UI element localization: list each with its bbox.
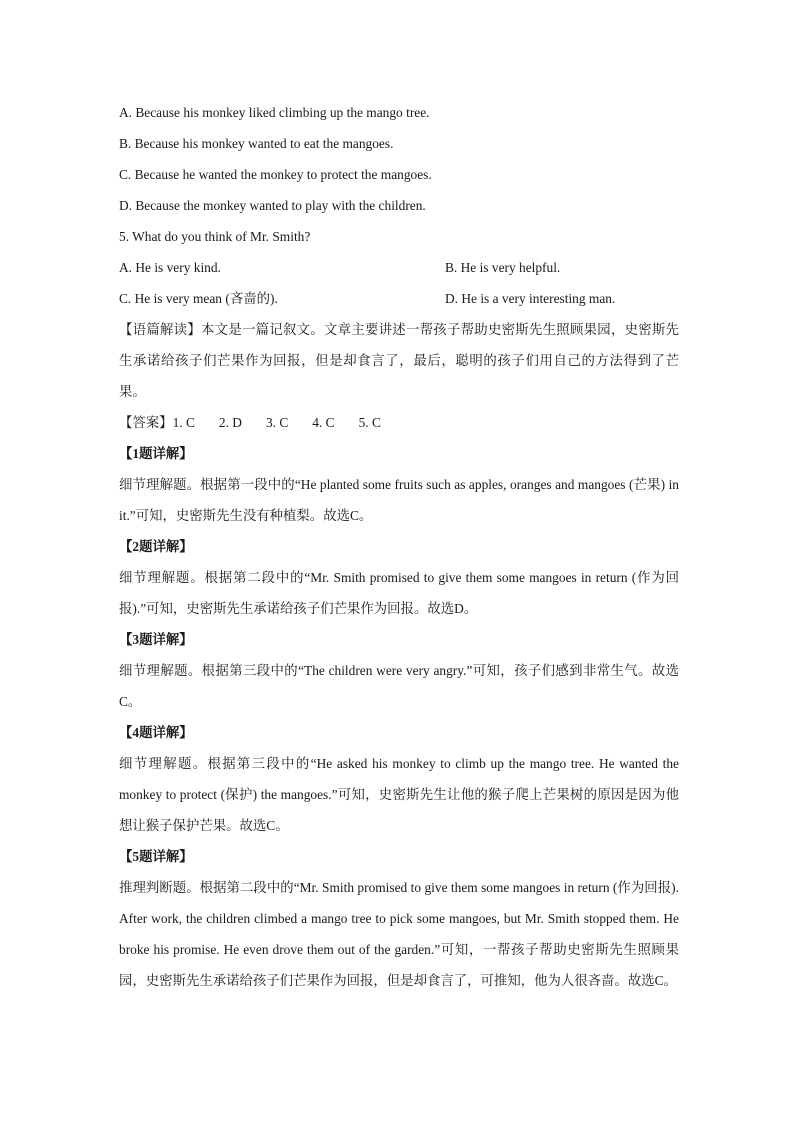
passage-analysis xyxy=(119,314,679,407)
q5-stem: 5. What do you think of Mr. Smith? xyxy=(119,229,311,244)
detail-3-heading: 【3题详解】 xyxy=(119,632,193,647)
detail-2-text: 细节理解题。根据第二段中的“Mr. Smith promised to give them some mangoes in return (作为回报).”可知，史密斯先生承诺给孩子们芒果作为回报。故选D。 xyxy=(119,570,679,616)
analysis-text: 本文是一篇记叙文。文章主要讲述一帮孩子帮助史密斯先生照顾果园，史密斯先生承诺给孩子们芒果作为回报，但是却食言了，最后，聪明的孩子们用自己的方法得到了芒果。 xyxy=(119,322,680,399)
analysis-label: 【语篇解读】 xyxy=(119,322,201,337)
q5-options-row-2 xyxy=(119,283,679,314)
q5-option-b: B. He is very helpful. xyxy=(445,260,561,275)
detail-4-heading: 【4题详解】 xyxy=(119,725,193,740)
page-content xyxy=(119,97,679,996)
answer-item: 5. C xyxy=(358,415,381,430)
answer-item: 1. C xyxy=(172,415,195,430)
q5-option-d: D. He is a very interesting man. xyxy=(445,291,616,306)
q5-options-row-1 xyxy=(119,252,679,283)
q4-option-b: B. Because his monkey wanted to eat the mangoes. xyxy=(119,136,394,151)
detail-5-text: 推理判断题。根据第二段中的“Mr. Smith promised to give them some mangoes in return (作为回报). After work, the children climbed a mango tree to pick some mangoes, but Mr. Smith stopped them. He broke his promise. He even drove them out of the garden.”可知，一帮孩子帮助史密斯先生照顾果园，史密斯先生承诺给孩子们芒果作为回报，但是却食言了，可推知，他为人很吝啬。故选C。 xyxy=(119,880,679,988)
answer-item: 2. D xyxy=(218,415,242,430)
answer-label: 【答案】 xyxy=(119,415,173,430)
detail-1-text: 细节理解题。根据第一段中的“He planted some fruits such as apples, oranges and mangoes (芒果) in it.”可知，史密斯先生没有种植梨。故选C。 xyxy=(119,477,679,523)
answer-key xyxy=(119,407,679,438)
detail-5-heading: 【5题详解】 xyxy=(119,849,193,864)
detail-1-heading: 【1题详解】 xyxy=(119,446,193,461)
q5-option-c: C. He is very mean (吝啬的). xyxy=(119,291,278,306)
q4-option-c: C. Because he wanted the monkey to protect the mangoes. xyxy=(119,167,432,182)
q4-option-a: A. Because his monkey liked climbing up the mango tree. xyxy=(119,105,430,120)
detail-4-text: 细节理解题。根据第三段中的“He asked his monkey to climb up the mango tree. He wanted the monkey to protect (保护) the mangoes.”可知，史密斯先生让他的猴子爬上芒果树的原因是因为他想让猴子保护芒果。故选C。 xyxy=(119,756,679,833)
q5-option-a: A. He is very kind. xyxy=(119,260,221,275)
answer-item: 4. C xyxy=(312,415,335,430)
detail-2-heading: 【2题详解】 xyxy=(119,539,193,554)
answer-item: 3. C xyxy=(265,415,289,430)
q4-option-d: D. Because the monkey wanted to play with the children. xyxy=(119,198,426,213)
detail-3-text: 细节理解题。根据第三段中的“The children were very angry.”可知，孩子们感到非常生气。故选C。 xyxy=(119,663,679,709)
